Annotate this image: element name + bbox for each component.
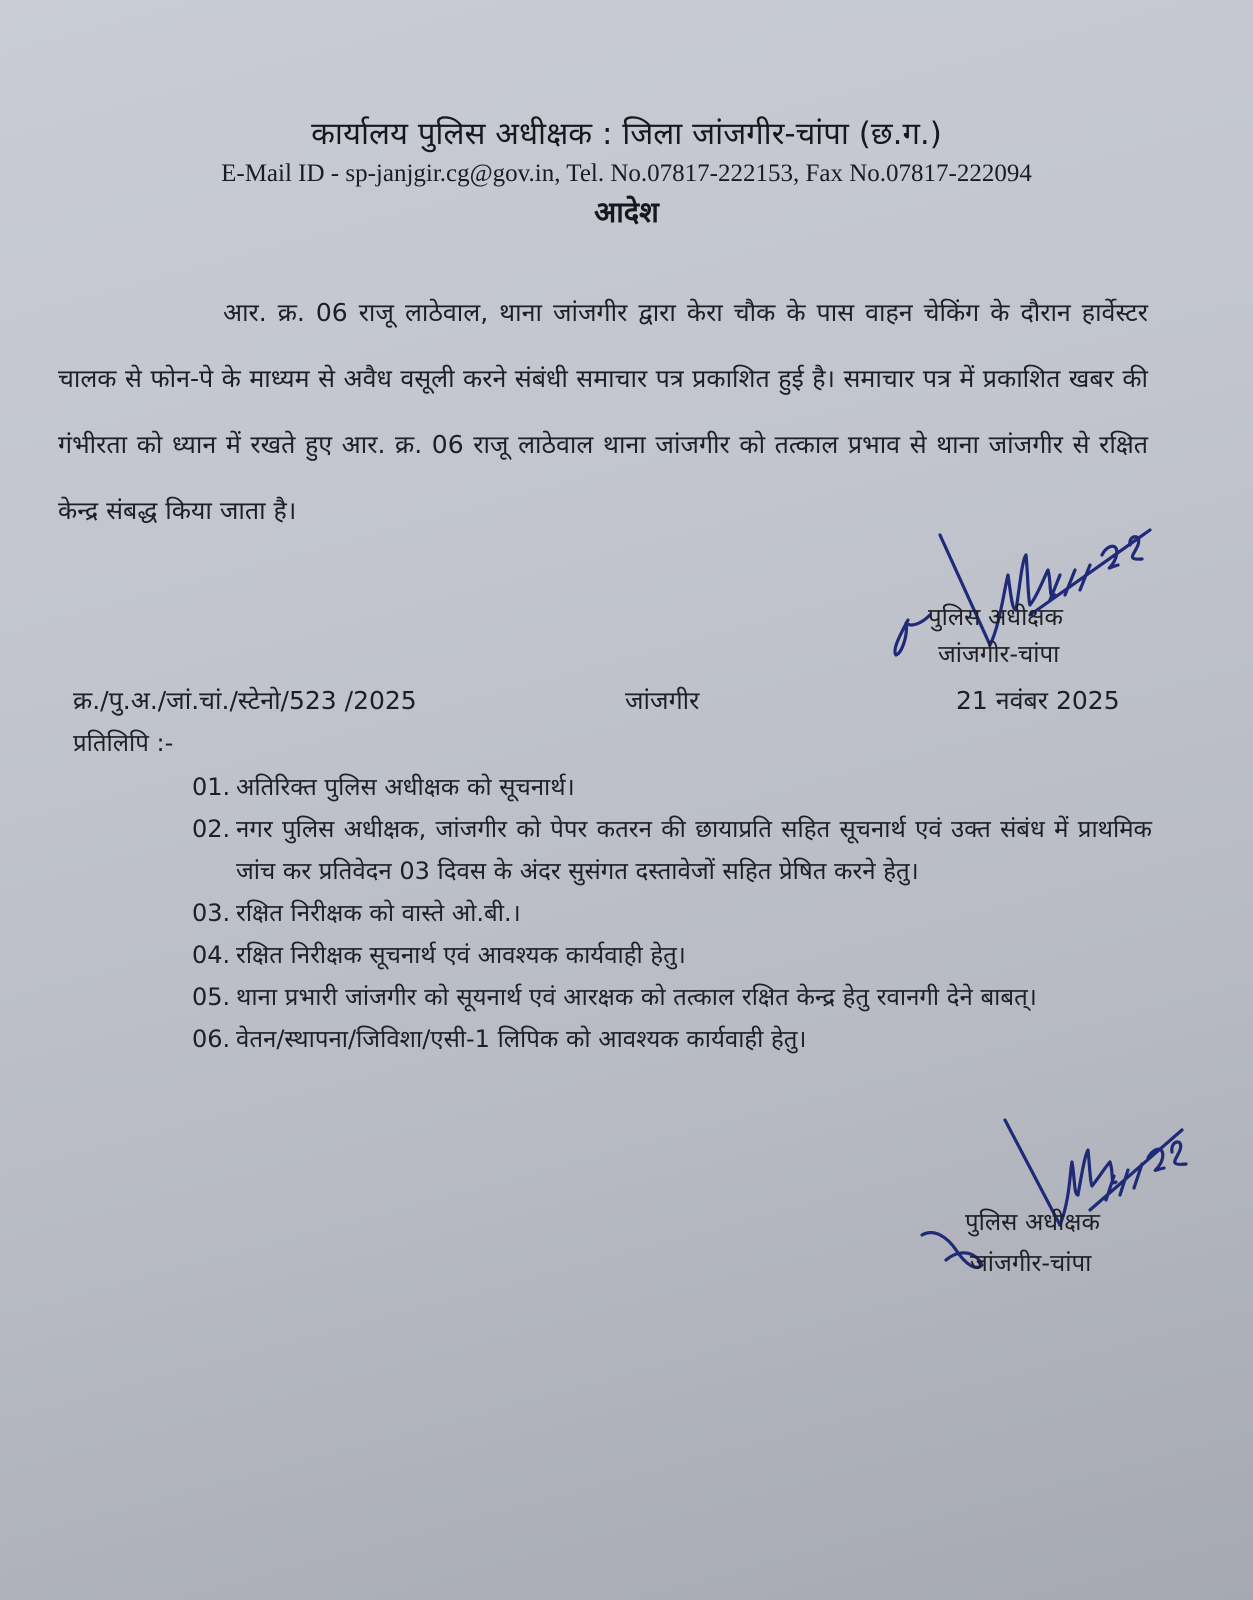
list-item-number: 02. [192, 815, 231, 843]
reference-place: जांजगीर [625, 686, 700, 715]
list-item [192, 766, 1152, 808]
copy-label: प्रतिलिपि :- [73, 729, 174, 757]
list-item-text: थाना प्रभारी जांजगीर को सूयनार्थ एवं आरक्षक को तत्काल रक्षित केन्द्र हेतु रवानगी देने बाबत्। [236, 983, 1037, 1011]
list-item-text: नगर पुलिस अधीक्षक, जांजगीर को पेपर कतरन की छायाप्रति सहित सूचनार्थ एवं उक्त संबंध में प्राथमिक जांच कर प्रतिवेदन 03 दिवस के अंदर सुसंगत दस्तावेजों सहित प्रेषित करने हेतु। [236, 815, 1152, 885]
list-item [192, 976, 1152, 1018]
office-title: कार्यालय पुलिस अधीक्षक : जिला जांजगीर-चांपा (छ.ग.) [311, 116, 942, 152]
copy-list [192, 766, 1152, 1060]
list-item-text: रक्षित निरीक्षक सूचनार्थ एवं आवश्यक कार्यवाही हेतु। [236, 941, 686, 969]
list-item-number: 05. [192, 983, 231, 1011]
document-heading: आदेश [594, 195, 659, 229]
list-item-text: अतिरिक्त पुलिस अधीक्षक को सूचनार्थ। [236, 773, 575, 801]
reference-number: क्र./पु.अ./जां.चां./स्टेनो/523 /2025 [73, 686, 417, 715]
contact-line: E-Mail ID - sp-janjgir.cg@gov.in, Tel. No.07817-222153, Fax No.07817-222094 [221, 160, 1032, 187]
list-item-text: वेतन/स्थापना/जिविशा/एसी-1 लिपिक को आवश्यक कार्यवाही हेतु। [236, 1025, 807, 1053]
order-paragraph: आर. क्र. 06 राजू लाठेवाल, थाना जांजगीर द्वारा केरा चौक के पास वाहन चेकिंग के दौरान हार्वेस्टर चालक से फोन-पे के माध्यम से अवैध वसूली करने संबंधी समाचार पत्र प्रकाशित हुई है। समाचार पत्र में प्रकाशित खबर की गंभीरता को ध्यान में रखते हुए आर. क्र. 06 राजू लाठेवाल थाना जांजगीर को तत्काल प्रभाव से थाना जांजगीर से रक्षित केन्द्र संबद्ध किया जाता है। [58, 298, 1148, 525]
list-item-number: 01. [192, 773, 231, 801]
reference-date: 21 नवंबर 2025 [956, 686, 1120, 715]
list-item-number: 06. [192, 1025, 231, 1053]
signature-2-designation: पुलिस अधीक्षक [965, 1208, 1100, 1236]
signature-1-designation: पुलिस अधीक्षक [928, 603, 1063, 631]
list-item [192, 1018, 1152, 1060]
list-item-number: 04. [192, 941, 231, 969]
list-item-number: 03. [192, 899, 231, 927]
signature-2-place: जांजगीर-चांपा [970, 1249, 1092, 1277]
list-item-text: रक्षित निरीक्षक को वास्ते ओ.बी.। [236, 899, 521, 927]
list-item [192, 892, 1152, 934]
list-item [192, 808, 1152, 892]
list-item [192, 934, 1152, 976]
signature-1-place: जांजगीर-चांपा [938, 640, 1060, 668]
